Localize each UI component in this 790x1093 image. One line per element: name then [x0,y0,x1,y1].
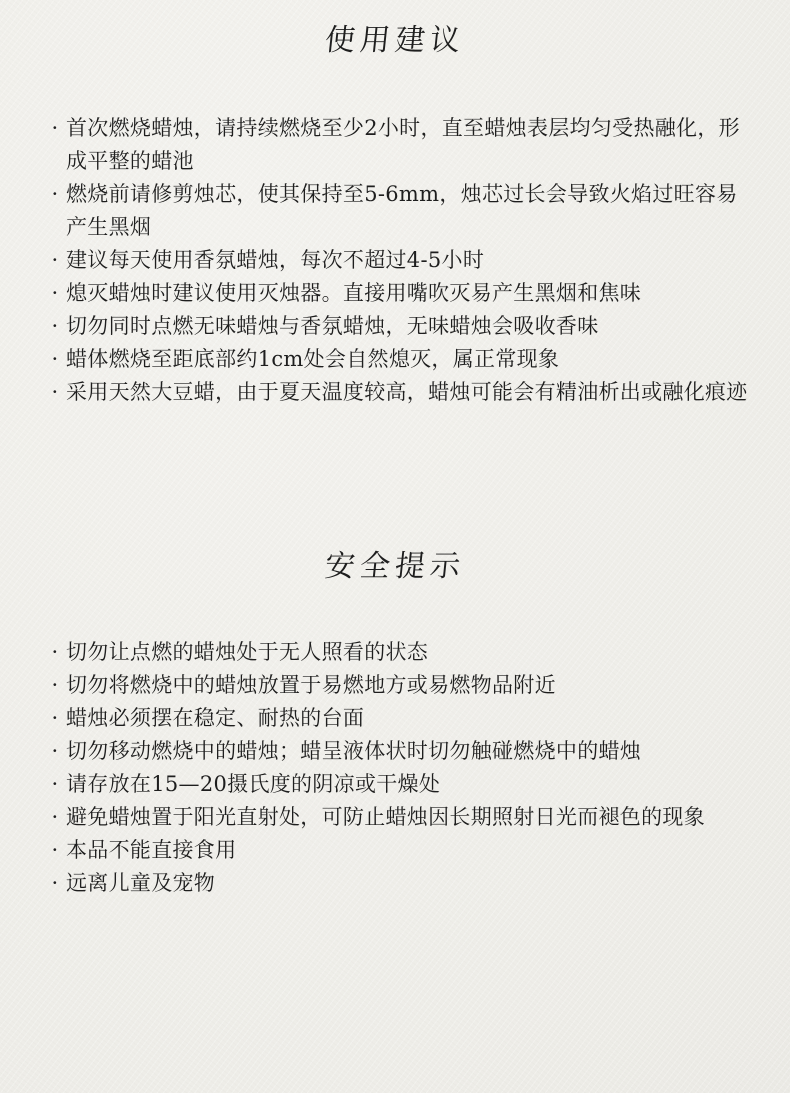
bullet-dot: · [51,314,59,338]
list-item [48,702,748,735]
list-item [48,178,748,244]
item-text: 远离儿童及宠物 [66,871,216,895]
bullet-dot: · [51,116,59,140]
item-text: 避免蜡烛置于阳光直射处，可防止蜡烛因长期照射日光而褪色的现象 [66,805,705,829]
item-text: 本品不能直接食用 [66,838,237,862]
list-item [48,768,748,801]
list-item [48,277,748,310]
item-text: 首次燃烧蜡烛，请持续燃烧至少2小时，直至蜡烛表层均匀受热融化，形成平整的蜡池 [66,116,740,173]
bullet-dot: · [51,805,59,829]
list-item [48,376,748,409]
item-text: 建议每天使用香氛蜡烛，每次不超过4-5小时 [66,248,485,272]
item-text: 切勿将燃烧中的蜡烛放置于易燃地方或易燃物品附近 [66,673,556,697]
list-item [48,801,748,834]
item-text: 切勿移动燃烧中的蜡烛；蜡呈液体状时切勿触碰燃烧中的蜡烛 [66,739,642,763]
item-text: 蜡烛必须摆在稳定、耐热的台面 [66,706,365,730]
bullet-dot: · [51,739,59,763]
usage-list [48,112,748,409]
safety-title: 安全提示 [323,549,467,584]
item-text: 切勿让点燃的蜡烛处于无人照看的状态 [66,640,429,664]
bullet-dot: · [51,673,59,697]
list-item [48,343,748,376]
item-text: 熄灭蜡烛时建议使用灭烛器。直接用嘴吹灭易产生黑烟和焦味 [66,281,642,305]
bullet-dot: · [51,640,59,664]
list-item [48,310,748,343]
usage-title: 使用建议 [323,23,467,58]
bullet-dot: · [51,772,59,796]
bullet-dot: · [51,347,59,371]
bullet-dot: · [51,706,59,730]
item-text: 采用天然大豆蜡，由于夏天温度较高，蜡烛可能会有精油析出或融化痕迹 [66,380,748,404]
list-item [48,112,748,178]
list-item [48,636,748,669]
bullet-dot: · [51,380,59,404]
item-text: 请存放在15—20摄氏度的阴凉或干燥处 [66,772,441,796]
bullet-dot: · [51,871,59,895]
safety-list [48,636,748,900]
safety-section [0,540,790,895]
list-item [48,867,748,900]
bullet-dot: · [51,248,59,272]
list-item [48,735,748,768]
bullet-dot: · [51,182,59,206]
item-text: 蜡体燃烧至距底部约1cm处会自然熄灭，属正常现象 [66,347,560,371]
list-item [48,669,748,702]
bullet-dot: · [51,281,59,305]
list-item [48,244,748,277]
item-text: 燃烧前请修剪烛芯，使其保持至5-6mm，烛芯过长会导致火焰过旺容易产生黑烟 [66,182,738,239]
list-item [48,834,748,867]
bullet-dot: · [51,838,59,862]
usage-section [0,14,790,404]
item-text: 切勿同时点燃无味蜡烛与香氛蜡烛，无味蜡烛会吸收香味 [66,314,599,338]
